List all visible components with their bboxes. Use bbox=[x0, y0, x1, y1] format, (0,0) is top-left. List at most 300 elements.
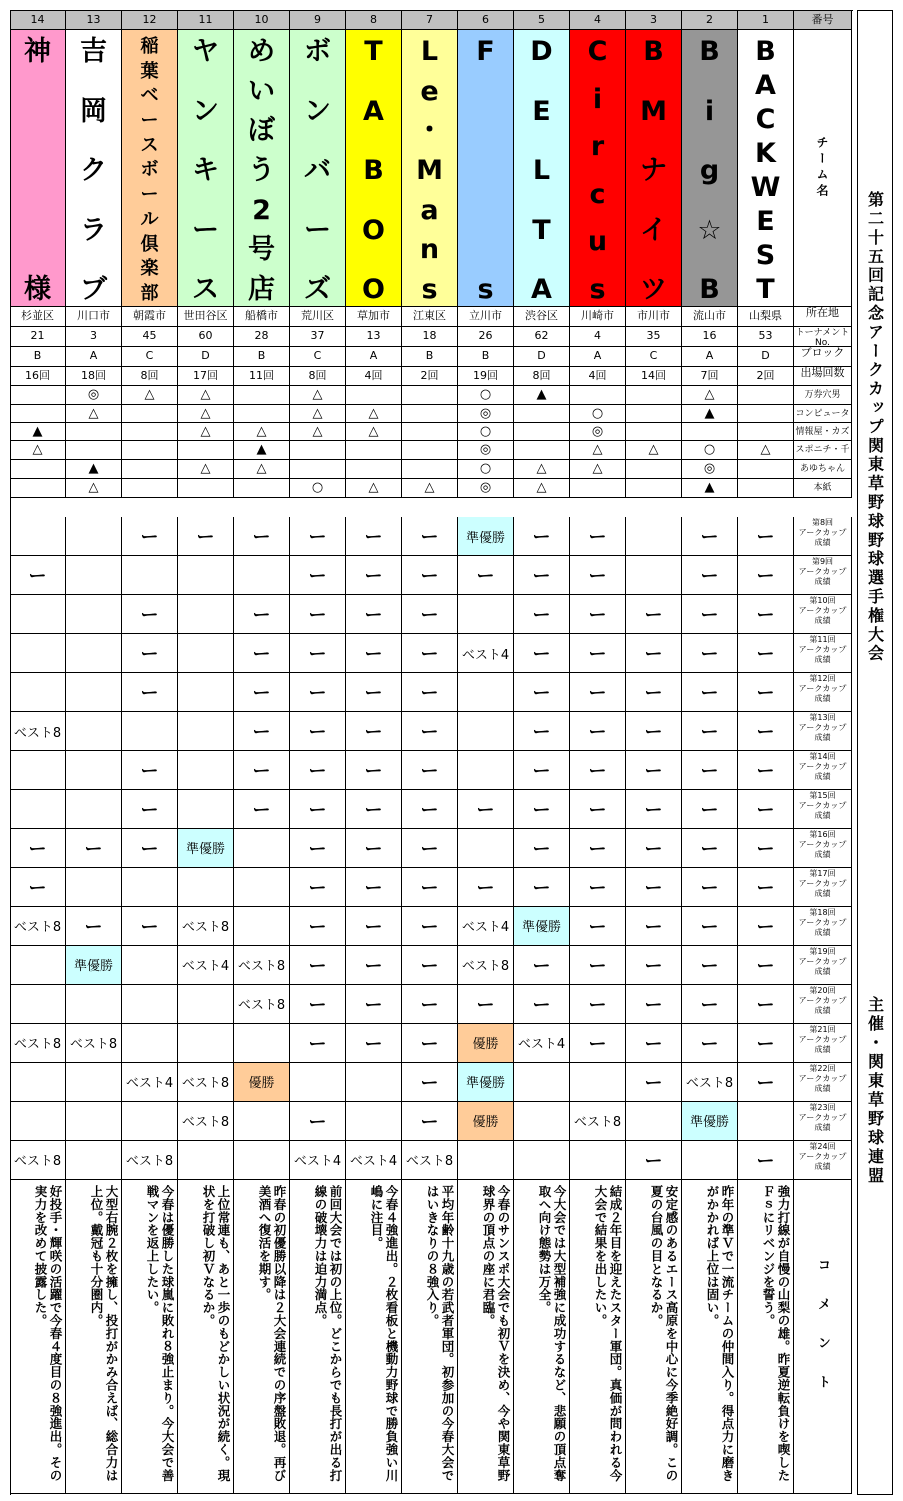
result-cell bbox=[178, 634, 234, 673]
team-name[interactable] bbox=[570, 30, 626, 307]
team-location: 川口市 bbox=[66, 307, 122, 327]
team-comment: 今春のサンスポ大会でも初Ｖを決め、今や関東草野球界の頂点の座に君臨。 bbox=[458, 1179, 514, 1494]
team-name[interactable] bbox=[346, 30, 402, 307]
result-cell bbox=[178, 673, 234, 712]
result-row-label-line: 第9回 bbox=[811, 556, 834, 566]
team-name-char: ぼ bbox=[248, 115, 275, 147]
team-name-char: A bbox=[363, 95, 384, 127]
result-cell bbox=[10, 1063, 66, 1102]
prediction-mark bbox=[402, 423, 458, 441]
team-name[interactable] bbox=[626, 30, 682, 307]
team-number: 2 bbox=[682, 10, 738, 30]
team-name-char: 号 bbox=[248, 234, 275, 266]
prediction-mark bbox=[626, 479, 682, 498]
appearance-count: 8回 bbox=[514, 367, 570, 386]
prediction-mark: △ bbox=[346, 423, 402, 441]
result-cell: 優勝 bbox=[458, 1102, 514, 1141]
result-cell: ー bbox=[122, 790, 178, 829]
result-row-label-line: アークカップ bbox=[798, 566, 847, 576]
result-cell bbox=[178, 1141, 234, 1180]
result-cell: ー bbox=[346, 673, 402, 712]
result-cell: ベスト8 bbox=[10, 1141, 66, 1180]
prediction-mark: △ bbox=[178, 386, 234, 405]
result-cell bbox=[66, 517, 122, 556]
block: B bbox=[234, 347, 290, 367]
result-cell: ー bbox=[402, 556, 458, 595]
prediction-mark: ▲ bbox=[682, 405, 738, 423]
team-number: 14 bbox=[10, 10, 66, 30]
result-cell: ー bbox=[738, 946, 794, 985]
result-cell: ー bbox=[346, 634, 402, 673]
result-row-label-line: アークカップ bbox=[798, 683, 847, 693]
result-cell bbox=[570, 1063, 626, 1102]
result-cell: ー bbox=[682, 829, 738, 868]
result-cell bbox=[66, 985, 122, 1024]
prediction-mark: ▲ bbox=[234, 441, 290, 460]
result-cell: ー bbox=[570, 517, 626, 556]
result-row-label bbox=[794, 517, 852, 556]
result-cell bbox=[122, 868, 178, 907]
result-cell: ー bbox=[514, 829, 570, 868]
appearance-count: 2回 bbox=[738, 367, 794, 386]
prediction-mark bbox=[402, 405, 458, 423]
team-comment: 昨春の初優勝以降は２大会連続での序盤敗退。再び美酒へ復活を期す。 bbox=[234, 1179, 290, 1494]
team-name-char: i bbox=[592, 83, 603, 115]
result-cell: ー bbox=[234, 712, 290, 751]
result-cell: ー bbox=[178, 517, 234, 556]
prediction-mark bbox=[10, 386, 66, 405]
result-row-label bbox=[794, 595, 852, 634]
team-name-char: e bbox=[420, 75, 439, 107]
team-name-char: ヤ bbox=[192, 36, 219, 67]
result-row-label bbox=[794, 985, 852, 1024]
result-cell bbox=[178, 556, 234, 595]
team-name-char: A bbox=[755, 70, 776, 101]
result-cell: ー bbox=[626, 751, 682, 790]
team-name-char: C bbox=[587, 36, 608, 67]
prediction-mark bbox=[514, 441, 570, 460]
block: D bbox=[514, 347, 570, 367]
appearance-count: 7回 bbox=[682, 367, 738, 386]
result-cell bbox=[626, 556, 682, 595]
result-row-label-line: 成績 bbox=[814, 538, 831, 547]
team-name-char: i bbox=[704, 95, 715, 127]
result-cell: ベスト8 bbox=[10, 712, 66, 751]
result-row-label bbox=[794, 1102, 852, 1141]
result-cell: ー bbox=[402, 829, 458, 868]
team-name-char: M bbox=[640, 95, 667, 127]
result-cell: ー bbox=[570, 712, 626, 751]
result-cell: ー bbox=[346, 907, 402, 946]
prediction-mark bbox=[738, 423, 794, 441]
result-cell: ー bbox=[10, 868, 66, 907]
team-location: 立川市 bbox=[458, 307, 514, 327]
result-cell: ー bbox=[570, 907, 626, 946]
tournament-number: 21 bbox=[10, 327, 66, 347]
prediction-mark bbox=[402, 441, 458, 460]
result-row-label-line: アークカップ bbox=[798, 1034, 847, 1044]
prediction-mark: △ bbox=[514, 460, 570, 479]
team-number: 13 bbox=[66, 10, 122, 30]
result-cell bbox=[626, 517, 682, 556]
result-cell: ー bbox=[346, 985, 402, 1024]
result-cell: ー bbox=[626, 673, 682, 712]
result-cell: ー bbox=[290, 517, 346, 556]
team-name[interactable] bbox=[402, 30, 458, 307]
team-location: 朝霞市 bbox=[122, 307, 178, 327]
result-cell bbox=[66, 556, 122, 595]
result-row-label-line: 成績 bbox=[814, 576, 831, 586]
team-name-char: 稲 bbox=[140, 36, 159, 57]
team-location: 江東区 bbox=[402, 307, 458, 327]
appearance-count: 17回 bbox=[178, 367, 234, 386]
team-name-char: T bbox=[756, 274, 775, 305]
team-name-char: ☆ bbox=[697, 214, 722, 246]
team-name-char: ー bbox=[304, 214, 331, 246]
result-cell bbox=[234, 1024, 290, 1063]
result-cell: ー bbox=[514, 751, 570, 790]
team-number: 8 bbox=[346, 10, 402, 30]
result-cell: ー bbox=[738, 517, 794, 556]
result-cell: ー bbox=[122, 751, 178, 790]
team-comment: 上位常連も、あと一歩のもどかしい状況が続く。現状を打破し初Ｖなるか。 bbox=[178, 1179, 234, 1494]
prediction-mark bbox=[122, 479, 178, 498]
team-name[interactable] bbox=[122, 30, 178, 307]
prediction-mark: ▲ bbox=[682, 479, 738, 498]
team-name-char: ボ bbox=[140, 159, 159, 181]
result-cell bbox=[178, 790, 234, 829]
team-number: 4 bbox=[570, 10, 626, 30]
result-cell: ー bbox=[570, 1024, 626, 1063]
result-row-label-line: 第16回 bbox=[809, 829, 836, 839]
team-name-char: う bbox=[248, 154, 275, 186]
team-name[interactable] bbox=[66, 30, 122, 307]
result-cell bbox=[178, 985, 234, 1024]
team-name-char: u bbox=[587, 226, 608, 258]
result-cell: ベスト8 bbox=[234, 946, 290, 985]
team-name-char: s bbox=[477, 273, 494, 305]
result-cell: ー bbox=[346, 517, 402, 556]
team-name[interactable] bbox=[458, 30, 514, 307]
prediction-mark bbox=[10, 479, 66, 498]
result-cell: ー bbox=[682, 556, 738, 595]
prediction-mark bbox=[10, 405, 66, 423]
team-name[interactable] bbox=[234, 30, 290, 307]
team-location: 荒川区 bbox=[290, 307, 346, 327]
prediction-mark bbox=[10, 460, 66, 479]
appearance-count: 14回 bbox=[626, 367, 682, 386]
result-cell: 優勝 bbox=[234, 1063, 290, 1102]
result-cell bbox=[346, 1102, 402, 1141]
result-cell: ー bbox=[514, 595, 570, 634]
result-row-label-line: アークカップ bbox=[798, 878, 847, 888]
result-cell: ー bbox=[514, 517, 570, 556]
prediction-mark: △ bbox=[402, 479, 458, 498]
result-cell: ー bbox=[290, 712, 346, 751]
result-row-label bbox=[794, 673, 852, 712]
prediction-mark: ◎ bbox=[458, 479, 514, 498]
prediction-mark: △ bbox=[290, 423, 346, 441]
result-cell: ー bbox=[738, 829, 794, 868]
team-name[interactable] bbox=[738, 30, 794, 307]
result-cell bbox=[514, 1063, 570, 1102]
team-name-char: O bbox=[362, 214, 385, 246]
result-cell bbox=[458, 829, 514, 868]
appearance-count: 2回 bbox=[402, 367, 458, 386]
team-name-char: r bbox=[590, 131, 605, 163]
team-name[interactable] bbox=[178, 30, 234, 307]
result-cell: ー bbox=[122, 595, 178, 634]
prediction-mark bbox=[346, 386, 402, 405]
prediction-mark: ▲ bbox=[66, 460, 122, 479]
result-cell: ー bbox=[738, 1063, 794, 1102]
result-row-label-line: 成績 bbox=[814, 1005, 831, 1015]
result-cell: ー bbox=[290, 1024, 346, 1063]
result-cell: ー bbox=[402, 634, 458, 673]
prediction-mark: △ bbox=[10, 441, 66, 460]
result-cell bbox=[10, 751, 66, 790]
result-row-label-line: 第14回 bbox=[809, 751, 836, 761]
team-name-char: S bbox=[755, 240, 776, 271]
result-cell: ー bbox=[514, 868, 570, 907]
result-row-label bbox=[794, 946, 852, 985]
result-cell: ー bbox=[738, 1141, 794, 1180]
team-name[interactable] bbox=[682, 30, 738, 307]
team-number: 7 bbox=[402, 10, 458, 30]
result-cell bbox=[234, 1141, 290, 1180]
result-cell bbox=[66, 634, 122, 673]
team-name-char: M bbox=[416, 154, 443, 186]
result-cell: 準優勝 bbox=[682, 1102, 738, 1141]
prediction-mark: ▲ bbox=[10, 423, 66, 441]
header-team: チーム名 bbox=[794, 30, 852, 307]
result-cell bbox=[10, 595, 66, 634]
prediction-mark: ○ bbox=[458, 423, 514, 441]
result-row-label bbox=[794, 634, 852, 673]
result-cell bbox=[178, 1024, 234, 1063]
result-cell: ー bbox=[234, 751, 290, 790]
result-cell: ー bbox=[738, 790, 794, 829]
team-name-char: 吉 bbox=[80, 36, 107, 67]
team-name-char: D bbox=[530, 36, 553, 67]
team-name-char: ン bbox=[304, 95, 331, 127]
result-cell: 準優勝 bbox=[66, 946, 122, 985]
result-row-label-line: アークカップ bbox=[798, 1112, 847, 1122]
organizer-label: 主催・関東草野球連盟 bbox=[865, 996, 885, 1186]
result-cell bbox=[66, 751, 122, 790]
team-location: 船橋市 bbox=[234, 307, 290, 327]
result-row-label-line: 第23回 bbox=[809, 1102, 836, 1112]
result-cell bbox=[10, 517, 66, 556]
result-cell: ベスト8 bbox=[458, 946, 514, 985]
team-name-char: ブ bbox=[80, 274, 107, 305]
result-row-label-line: 成績 bbox=[814, 771, 831, 781]
team-name-char: 2 bbox=[252, 194, 271, 226]
team-comment: 結成２年目を迎えたスター軍団。真価が問われる今大会で結果を出したい。 bbox=[570, 1179, 626, 1494]
result-cell: ー bbox=[682, 517, 738, 556]
result-cell bbox=[234, 556, 290, 595]
team-location: 川崎市 bbox=[570, 307, 626, 327]
result-row-label bbox=[794, 1063, 852, 1102]
block: A bbox=[682, 347, 738, 367]
result-cell: ベスト8 bbox=[570, 1102, 626, 1141]
result-cell: ー bbox=[514, 946, 570, 985]
result-cell: ー bbox=[570, 634, 626, 673]
prediction-mark: ○ bbox=[458, 386, 514, 405]
result-cell: ー bbox=[290, 673, 346, 712]
result-cell: ー bbox=[682, 751, 738, 790]
result-cell: ー bbox=[234, 634, 290, 673]
result-cell: ー bbox=[458, 868, 514, 907]
team-name-char: C bbox=[755, 104, 776, 135]
result-cell bbox=[178, 712, 234, 751]
result-cell: ー bbox=[514, 985, 570, 1024]
team-name-char: 様 bbox=[24, 273, 51, 305]
prediction-mark: △ bbox=[514, 479, 570, 498]
header-block: ブロック bbox=[794, 347, 852, 367]
team-location: 世田谷区 bbox=[178, 307, 234, 327]
result-cell: ー bbox=[682, 868, 738, 907]
result-cell: ー bbox=[626, 790, 682, 829]
result-cell: ー bbox=[738, 712, 794, 751]
team-number: 10 bbox=[234, 10, 290, 30]
result-cell: ー bbox=[682, 712, 738, 751]
result-row-label-line: アークカップ bbox=[798, 605, 847, 615]
result-cell: ー bbox=[346, 790, 402, 829]
result-cell: ー bbox=[402, 751, 458, 790]
result-cell: ー bbox=[346, 595, 402, 634]
result-row-label-line: アークカップ bbox=[798, 1151, 847, 1161]
team-comment: 強力打線が自慢の山梨の雄。昨夏逆転負けを喫したＦｓにリベンジを誓う。 bbox=[738, 1179, 794, 1494]
team-name-char: T bbox=[532, 214, 551, 246]
block: A bbox=[570, 347, 626, 367]
result-cell bbox=[10, 985, 66, 1024]
result-cell: 準優勝 bbox=[514, 907, 570, 946]
result-cell bbox=[234, 1102, 290, 1141]
team-name-char: ナ bbox=[640, 155, 667, 186]
result-cell bbox=[66, 673, 122, 712]
result-cell: ー bbox=[290, 829, 346, 868]
team-location: 杉並区 bbox=[10, 307, 66, 327]
team-name[interactable] bbox=[290, 30, 346, 307]
result-cell: ー bbox=[402, 712, 458, 751]
result-cell: ー bbox=[458, 985, 514, 1024]
team-name-char: 部 bbox=[140, 282, 159, 304]
result-row-label-line: 第20回 bbox=[809, 985, 836, 995]
team-name-char: c bbox=[589, 178, 606, 210]
result-cell: ー bbox=[290, 868, 346, 907]
appearance-count: 18回 bbox=[66, 367, 122, 386]
result-row-label-line: アークカップ bbox=[798, 528, 847, 537]
result-cell: ー bbox=[514, 634, 570, 673]
team-name-char: s bbox=[589, 273, 606, 305]
result-cell bbox=[458, 1141, 514, 1180]
result-cell: ー bbox=[514, 790, 570, 829]
prediction-mark bbox=[738, 479, 794, 498]
result-row-label-line: 第22回 bbox=[809, 1063, 836, 1073]
team-name-char: B bbox=[755, 36, 776, 67]
team-comment: 平均年齢十九歳の若武者軍団。初参加の今春大会ではいきなりの８強入り。 bbox=[402, 1179, 458, 1494]
team-name[interactable] bbox=[10, 30, 66, 307]
result-cell: ベスト4 bbox=[514, 1024, 570, 1063]
predictor-label: 万券穴男 bbox=[794, 386, 852, 405]
result-cell: ー bbox=[738, 595, 794, 634]
prediction-mark: △ bbox=[626, 441, 682, 460]
result-cell: ー bbox=[682, 634, 738, 673]
prediction-mark bbox=[514, 405, 570, 423]
result-cell bbox=[514, 1141, 570, 1180]
tournament-number: 37 bbox=[290, 327, 346, 347]
prediction-mark bbox=[290, 460, 346, 479]
result-row-label-line: アークカップ bbox=[798, 917, 847, 927]
header-number: 番号 bbox=[794, 10, 852, 30]
result-cell bbox=[122, 985, 178, 1024]
prediction-mark bbox=[346, 441, 402, 460]
prediction-mark bbox=[738, 386, 794, 405]
result-cell: ー bbox=[570, 829, 626, 868]
prediction-mark bbox=[66, 423, 122, 441]
team-number: 5 bbox=[514, 10, 570, 30]
prediction-mark: ◎ bbox=[458, 405, 514, 423]
result-row-label-line: アークカップ bbox=[798, 644, 847, 654]
tournament-table bbox=[10, 10, 852, 1494]
team-comment: 大型右腕２枚を擁し、投打がかみ合えば、総合力は上位。戴冠も十分圏内。 bbox=[66, 1179, 122, 1494]
team-name-char: ベ bbox=[140, 85, 159, 107]
block: C bbox=[626, 347, 682, 367]
prediction-mark: △ bbox=[346, 405, 402, 423]
result-row-label bbox=[794, 790, 852, 829]
result-cell: ー bbox=[122, 907, 178, 946]
predictor-label: 情報屋・カズ bbox=[794, 423, 852, 441]
result-cell bbox=[10, 1102, 66, 1141]
prediction-mark bbox=[178, 441, 234, 460]
result-cell: ベスト8 bbox=[122, 1141, 178, 1180]
team-name[interactable] bbox=[514, 30, 570, 307]
result-row-label-line: 成績 bbox=[814, 1083, 831, 1093]
result-row-label-line: 成績 bbox=[814, 1122, 831, 1132]
prediction-mark: △ bbox=[570, 460, 626, 479]
result-cell: ー bbox=[626, 634, 682, 673]
prediction-mark bbox=[122, 405, 178, 423]
result-cell: ー bbox=[234, 595, 290, 634]
team-name-char: ボ bbox=[304, 36, 331, 67]
block: D bbox=[178, 347, 234, 367]
result-cell: ー bbox=[346, 751, 402, 790]
result-cell: ー bbox=[626, 712, 682, 751]
result-cell: ベスト4 bbox=[290, 1141, 346, 1180]
team-name-char: B bbox=[699, 274, 720, 305]
team-name-char: F bbox=[476, 36, 495, 67]
header-appearances: 出場回数 bbox=[794, 367, 852, 386]
result-cell: ー bbox=[682, 907, 738, 946]
prediction-mark bbox=[738, 460, 794, 479]
result-cell: ー bbox=[290, 751, 346, 790]
result-cell: ー bbox=[402, 868, 458, 907]
predictor-label: あゆちゃん bbox=[794, 460, 852, 479]
result-cell: ー bbox=[346, 712, 402, 751]
result-cell bbox=[178, 751, 234, 790]
appearance-count: 16回 bbox=[10, 367, 66, 386]
result-cell bbox=[122, 712, 178, 751]
result-cell: ー bbox=[290, 1102, 346, 1141]
team-name-char: バ bbox=[304, 155, 331, 186]
result-cell: ー bbox=[290, 790, 346, 829]
result-cell: ー bbox=[682, 790, 738, 829]
result-cell: ー bbox=[570, 985, 626, 1024]
team-name-char: 楽 bbox=[140, 258, 159, 280]
result-cell: ー bbox=[346, 1024, 402, 1063]
team-name-char: ・ bbox=[416, 115, 443, 147]
